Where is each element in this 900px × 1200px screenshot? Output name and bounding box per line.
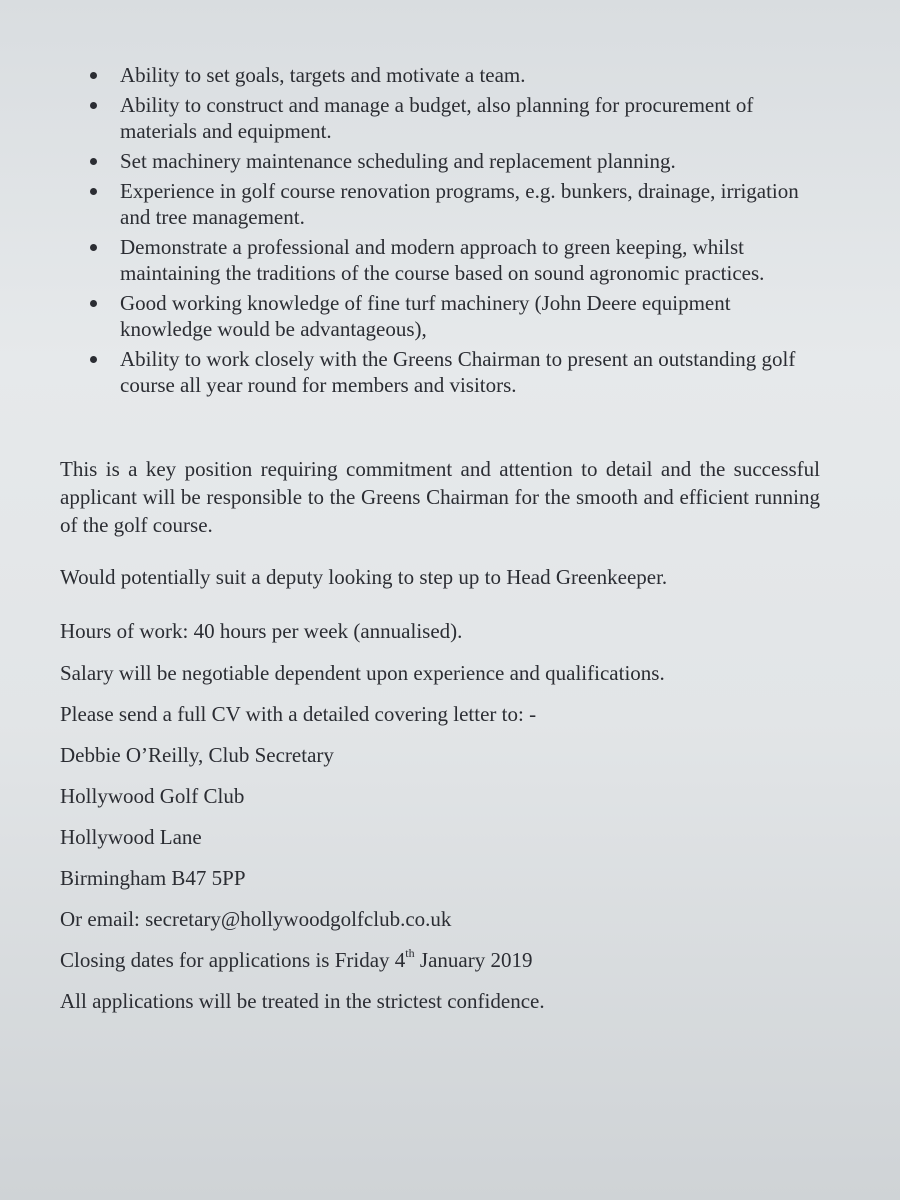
list-item bbox=[88, 290, 808, 342]
list-item bbox=[88, 148, 808, 174]
contact-email: Or email: secretary@hollywoodgolfclub.co.uk bbox=[60, 907, 452, 931]
requirements-list bbox=[88, 62, 808, 402]
list-item bbox=[88, 178, 808, 230]
list-item bbox=[88, 62, 808, 88]
list-item-text: Ability to set goals, targets and motivate a team. bbox=[120, 63, 526, 87]
bullet-icon bbox=[90, 102, 97, 109]
confidence-line: All applications will be treated in the strictest confidence. bbox=[60, 989, 545, 1013]
bullet-icon bbox=[90, 158, 97, 165]
bullet-icon bbox=[90, 300, 97, 307]
contact-club: Hollywood Golf Club bbox=[60, 784, 245, 808]
contact-street: Hollywood Lane bbox=[60, 825, 202, 849]
contact-name: Debbie O’Reilly, Club Secretary bbox=[60, 743, 334, 767]
list-item-text: Ability to construct and manage a budget, also planning for procurement of materials and equipment. bbox=[120, 93, 754, 143]
closing-date-line bbox=[60, 946, 820, 974]
list-item-text: Good working knowledge of fine turf machinery (John Deere equipment knowledge would be advantageous), bbox=[120, 291, 731, 341]
bullet-icon bbox=[90, 244, 97, 251]
closing-date-rest: January 2019 bbox=[414, 948, 533, 972]
list-item-text: Experience in golf course renovation programs, e.g. bunkers, drainage, irrigation and tree management. bbox=[120, 179, 799, 229]
list-item bbox=[88, 92, 808, 144]
deputy-paragraph: Would potentially suit a deputy looking to step up to Head Greenkeeper. bbox=[60, 565, 668, 589]
send-cv-line: Please send a full CV with a detailed covering letter to: - bbox=[60, 702, 537, 726]
list-item bbox=[88, 346, 808, 398]
key-position-paragraph: This is a key position requiring commitment and attention to detail and the successful applicant will be responsible to the Greens Chairman for the smooth and efficient running of the golf course. bbox=[60, 457, 820, 537]
list-item bbox=[88, 234, 808, 286]
list-item-text: Set machinery maintenance scheduling and replacement planning. bbox=[120, 149, 676, 173]
bullet-icon bbox=[90, 72, 97, 79]
list-item-text: Ability to work closely with the Greens Chairman to present an outstanding golf course all year round for members and visitors. bbox=[120, 347, 796, 397]
hours-line: Hours of work: 40 hours per week (annualised). bbox=[60, 619, 463, 643]
contact-city: Birmingham B47 5PP bbox=[60, 866, 246, 890]
salary-line: Salary will be negotiable dependent upon experience and qualifications. bbox=[60, 661, 665, 685]
closing-date-prefix: Closing dates for applications is Friday 4 bbox=[60, 948, 406, 972]
bullet-icon bbox=[90, 356, 97, 363]
bullet-icon bbox=[90, 188, 97, 195]
list-item-text: Demonstrate a professional and modern approach to green keeping, whilst maintaining the traditions of the course based on sound agronomic practices. bbox=[120, 235, 765, 285]
closing-date-ordinal: th bbox=[405, 946, 415, 960]
